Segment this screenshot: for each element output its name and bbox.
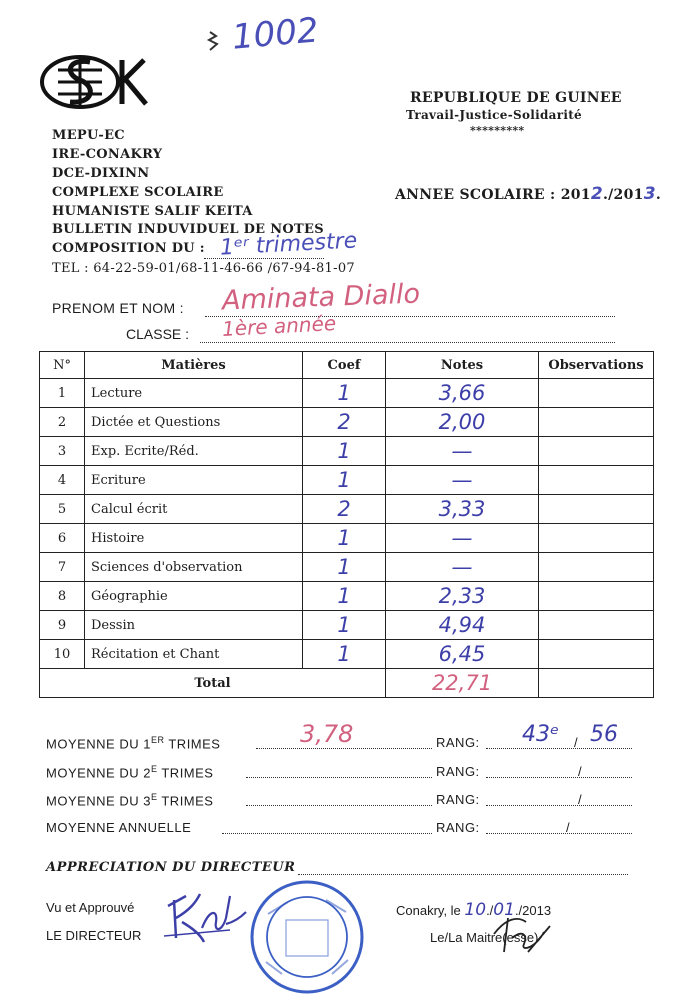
row-no: 10	[40, 640, 85, 669]
school-tel: TEL : 64-22-59-01/68-11-46-66 /67-94-81-07	[52, 261, 355, 276]
average-line	[46, 735, 220, 751]
table-row	[40, 495, 654, 524]
row-observation	[539, 611, 654, 640]
republic-title: REPUBLIQUE DE GUINEE	[410, 90, 622, 106]
average-label: MOYENNE DU 2	[46, 765, 151, 781]
row-no: 3	[40, 437, 85, 466]
row-subject: Exp. Ecrite/Réd.	[85, 437, 303, 466]
composition-value: 1ᵉʳ trimestre	[219, 228, 358, 261]
row-coef: 1	[303, 582, 386, 611]
average-sup: E	[150, 764, 158, 774]
average-rest: TRIMES	[157, 793, 214, 809]
row-observation	[539, 495, 654, 524]
row-note: 3,66	[386, 379, 539, 408]
director-signature	[160, 888, 250, 948]
average-line	[46, 820, 191, 835]
appreciation-dots	[298, 866, 628, 875]
header-notes: Notes	[386, 352, 539, 379]
header-subject: Matières	[85, 352, 303, 379]
school-logo	[38, 52, 150, 112]
date-month: 01	[493, 900, 515, 920]
year-separator: ./201	[602, 187, 644, 203]
table-row	[40, 408, 654, 437]
header-no: N°	[40, 352, 85, 379]
teacher-label: Le/La Maitre(esse)	[430, 930, 539, 945]
table-row	[40, 611, 654, 640]
date-year: ./2013	[514, 903, 552, 918]
table-total-row	[40, 669, 654, 698]
row-subject: Ecriture	[85, 466, 303, 495]
year-suffix: .	[655, 187, 662, 203]
table-row	[40, 640, 654, 669]
row-coef: 1	[303, 466, 386, 495]
school-line: HUMANISTE SALIF KEITA	[52, 204, 253, 219]
average-dots	[222, 825, 432, 834]
row-note: —	[386, 553, 539, 582]
row-coef: 1	[303, 524, 386, 553]
average-dots	[246, 769, 432, 778]
average-label: MOYENNE ANNUELLE	[46, 820, 192, 835]
year-start-digit: 2	[590, 184, 603, 204]
appreciation-label: APPRECIATION DU DIRECTEUR	[46, 860, 296, 875]
rang-dots	[486, 797, 632, 806]
row-note: —	[386, 524, 539, 553]
year-label: ANNEE SCOLAIRE : 201	[395, 187, 591, 203]
table-row	[40, 582, 654, 611]
header-observations: Observations	[539, 352, 654, 379]
school-line: BULLETIN INDUVIDUEL DE NOTES	[52, 222, 324, 237]
row-observation	[539, 437, 654, 466]
row-observation	[539, 466, 654, 495]
row-no: 9	[40, 611, 85, 640]
composition-label: COMPOSITION DU :	[52, 241, 205, 256]
row-coef: 1	[303, 640, 386, 669]
row-no: 4	[40, 466, 85, 495]
table-row	[40, 553, 654, 582]
rang-label: RANG:	[436, 764, 480, 779]
average-rest: TRIMES	[164, 736, 221, 752]
row-observation	[539, 640, 654, 669]
teacher-signature	[488, 908, 558, 958]
grades-table	[39, 351, 654, 698]
name-label: PRENOM ET NOM :	[52, 300, 184, 316]
row-no: 6	[40, 524, 85, 553]
row-observation	[539, 408, 654, 437]
year-end-digit: 3	[643, 184, 656, 204]
average-rest: TRIMES	[157, 765, 214, 781]
row-coef: 1	[303, 553, 386, 582]
approved-label: Vu et Approuvé	[46, 900, 135, 915]
row-coef: 1	[303, 379, 386, 408]
average-sup: ER	[150, 735, 165, 745]
average-dots	[246, 797, 432, 806]
average-line	[46, 792, 213, 808]
row-coef: 1	[303, 437, 386, 466]
row-note: 6,45	[386, 640, 539, 669]
date-place-label: Conakry, le	[396, 903, 461, 918]
row-no: 1	[40, 379, 85, 408]
row-coef: 2	[303, 408, 386, 437]
row-note: 4,94	[386, 611, 539, 640]
rang-dots	[486, 769, 632, 778]
row-observation	[539, 582, 654, 611]
rang-label: RANG:	[436, 735, 480, 750]
total-observation	[539, 669, 654, 698]
school-year	[395, 184, 661, 204]
official-stamp	[248, 878, 366, 996]
republic-motto: Travail-Justice-Solidarité	[406, 108, 582, 122]
row-subject: Lecture	[85, 379, 303, 408]
total-value: 22,71	[386, 669, 539, 698]
row-coef: 2	[303, 495, 386, 524]
republic-stars: *********	[470, 124, 525, 137]
row-no: 8	[40, 582, 85, 611]
date-separator: ./	[486, 903, 494, 918]
table-header-row	[40, 352, 654, 379]
row-observation	[539, 524, 654, 553]
table-row	[40, 466, 654, 495]
rang-separator: /	[578, 764, 583, 779]
rang-label: RANG:	[436, 792, 480, 807]
school-line: DCE-DIXINN	[52, 166, 150, 181]
director-label: LE DIRECTEUR	[46, 928, 142, 943]
rang-label: RANG:	[436, 820, 480, 835]
rang-dots	[486, 825, 632, 834]
handwritten-number: 1002	[230, 10, 321, 58]
school-line: MEPU-EC	[52, 128, 125, 143]
row-observation	[539, 379, 654, 408]
row-no: 5	[40, 495, 85, 524]
row-coef: 1	[303, 611, 386, 640]
rang-separator: /	[578, 792, 583, 807]
row-note: 2,00	[386, 408, 539, 437]
class-value: 1ère année	[221, 311, 337, 341]
row-subject: Dessin	[85, 611, 303, 640]
table-row	[40, 437, 654, 466]
student-name: Aminata Diallo	[221, 278, 421, 317]
row-subject: Géographie	[85, 582, 303, 611]
average-value: 3,78	[300, 720, 354, 748]
school-line: IRE-CONAKRY	[52, 147, 163, 162]
school-line: COMPLEXE SCOLAIRE	[52, 185, 224, 200]
row-observation	[539, 553, 654, 582]
row-note: —	[386, 437, 539, 466]
average-label: MOYENNE DU 1	[46, 736, 151, 752]
table-row	[40, 524, 654, 553]
row-no: 7	[40, 553, 85, 582]
average-sup: E	[150, 792, 158, 802]
row-subject: Calcul écrit	[85, 495, 303, 524]
row-no: 2	[40, 408, 85, 437]
rang-value: 43ᵉ	[522, 722, 560, 747]
ink-mark	[206, 30, 220, 52]
average-label: MOYENNE DU 3	[46, 793, 151, 809]
row-note: 3,33	[386, 495, 539, 524]
class-label: CLASSE :	[126, 326, 190, 342]
row-note: —	[386, 466, 539, 495]
header-coef: Coef	[303, 352, 386, 379]
total-label: Total	[40, 669, 386, 698]
row-subject: Histoire	[85, 524, 303, 553]
rang-separator: /	[566, 820, 571, 835]
average-line	[46, 764, 213, 780]
rang-separator: /	[574, 735, 579, 750]
row-subject: Dictée et Questions	[85, 408, 303, 437]
table-row	[40, 379, 654, 408]
rang-total: 56	[590, 722, 618, 747]
row-note: 2,33	[386, 582, 539, 611]
row-subject: Sciences d'observation	[85, 553, 303, 582]
date-day: 10	[464, 900, 487, 920]
row-subject: Récitation et Chant	[85, 640, 303, 669]
